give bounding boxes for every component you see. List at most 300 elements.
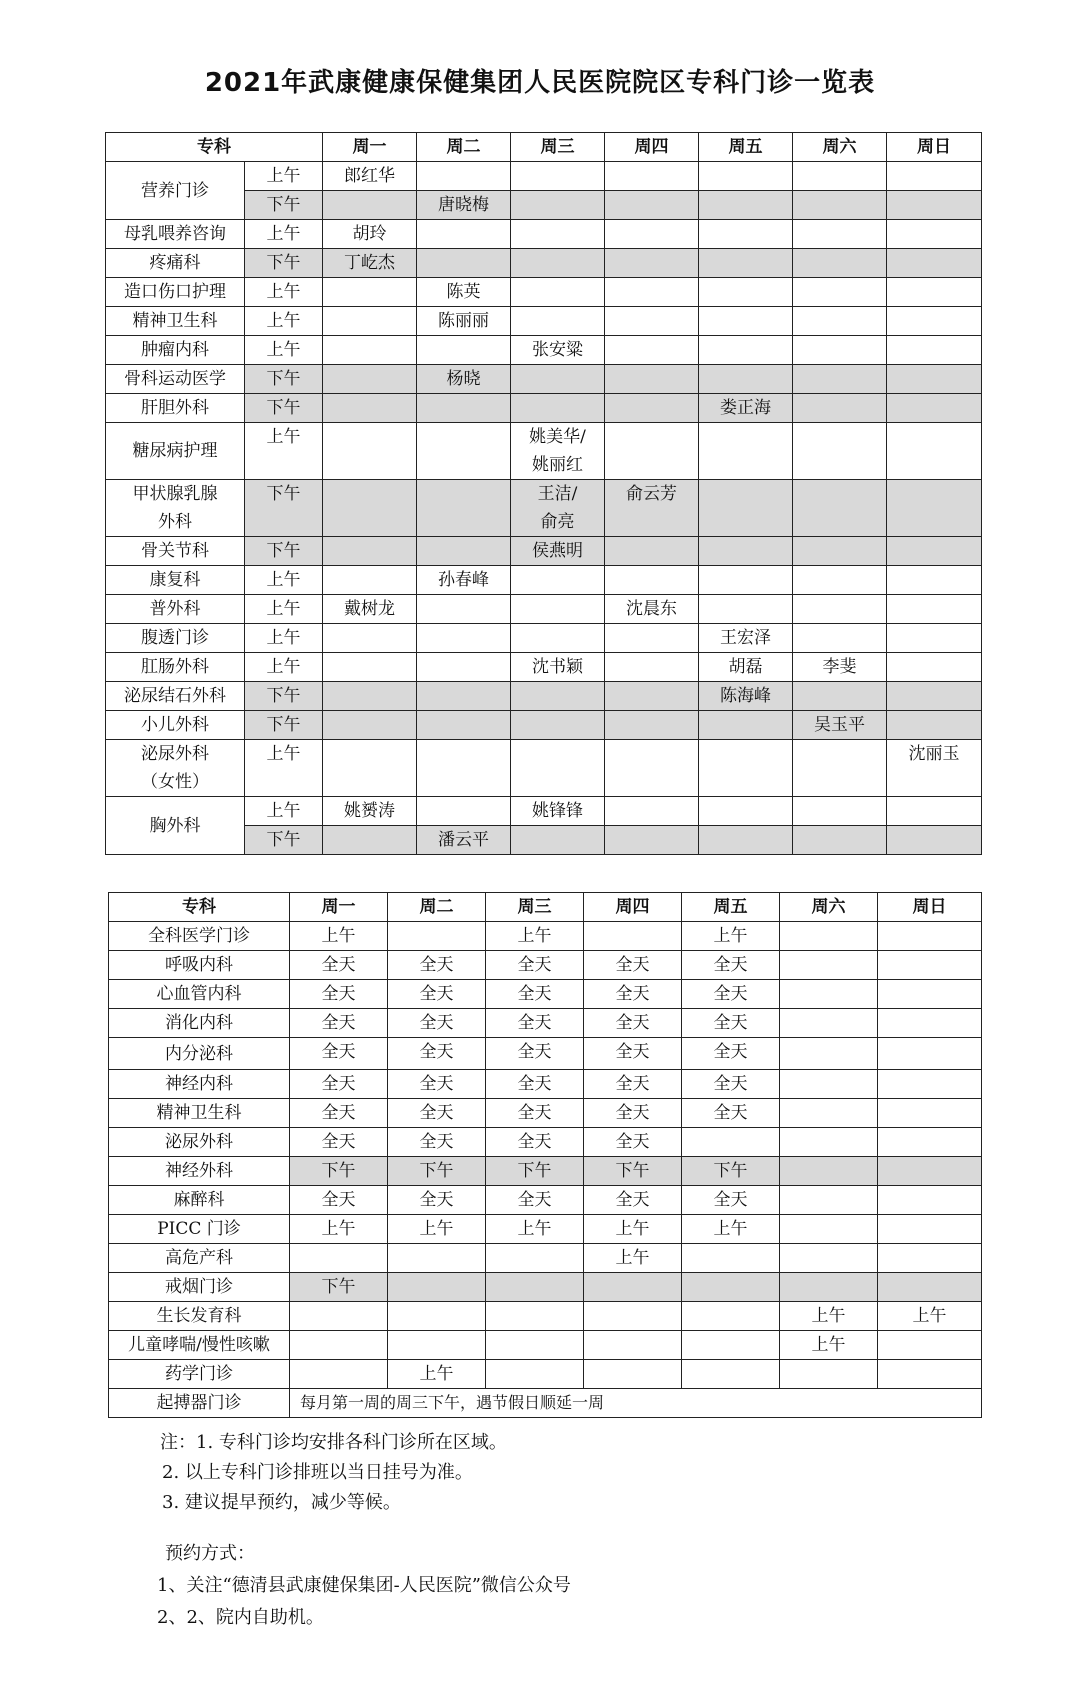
schedule-cell: 全天: [486, 1099, 584, 1128]
header-cell: 周六: [793, 133, 887, 162]
schedule-cell: [878, 1215, 982, 1244]
table-row: [109, 1360, 982, 1389]
doctor-cell: [511, 624, 605, 653]
schedule-cell: [878, 1360, 982, 1389]
table-header-row: [109, 893, 982, 922]
doctor-cell: [417, 423, 511, 480]
schedule-cell: 全天: [388, 1009, 486, 1038]
note-cell: 每月第一周的周三下午，遇节假日顺延一周: [290, 1389, 982, 1418]
schedule-cell: 全天: [290, 1009, 388, 1038]
doctor-cell: [793, 682, 887, 711]
time-slot-cell: 上午: [245, 797, 323, 826]
schedule-cell: [878, 922, 982, 951]
time-slot-cell: 上午: [245, 220, 323, 249]
schedule-cell: 上午: [780, 1331, 878, 1360]
doctor-cell: [605, 191, 699, 220]
department-cell: PICC 门诊: [109, 1215, 290, 1244]
doctor-cell: [323, 365, 417, 394]
doctor-cell: [323, 740, 417, 797]
department-cell: 药学门诊: [109, 1360, 290, 1389]
time-slot-cell: 下午: [245, 711, 323, 740]
doctor-cell: [793, 162, 887, 191]
doctor-cell: [417, 394, 511, 423]
doctor-cell: [417, 624, 511, 653]
schedule-cell: [878, 1157, 982, 1186]
doctor-cell: [511, 249, 605, 278]
doctor-cell: [699, 826, 793, 855]
schedule-cell: 上午: [486, 922, 584, 951]
schedule-cell: 全天: [486, 1186, 584, 1215]
doctor-cell: [887, 797, 982, 826]
schedule-cell: [584, 1302, 682, 1331]
note-line: 3. 建议提早预约，减少等候。: [162, 1492, 401, 1513]
header-cell: 周五: [699, 133, 793, 162]
doctor-cell: [511, 191, 605, 220]
doctor-cell: [511, 826, 605, 855]
table-row: [106, 480, 982, 537]
header-cell: 周二: [417, 133, 511, 162]
table-row: [109, 922, 982, 951]
schedule-cell: [780, 1038, 878, 1070]
specialist-schedule-table-1: [105, 132, 982, 855]
doctor-cell: 王宏泽: [699, 624, 793, 653]
schedule-cell: [486, 1302, 584, 1331]
table-row: [109, 951, 982, 980]
header-cell: 周日: [878, 893, 982, 922]
schedule-cell: [486, 1273, 584, 1302]
schedule-cell: 上午: [388, 1215, 486, 1244]
doctor-cell: [793, 336, 887, 365]
doctor-cell: [323, 278, 417, 307]
doctor-cell: 唐晓梅: [417, 191, 511, 220]
doctor-cell: [887, 566, 982, 595]
department-cell: 神经内科: [109, 1070, 290, 1099]
schedule-cell: [388, 1302, 486, 1331]
department-cell: 高危产科: [109, 1244, 290, 1273]
department-cell: 消化内科: [109, 1009, 290, 1038]
schedule-cell: 下午: [388, 1157, 486, 1186]
time-slot-cell: 下午: [245, 537, 323, 566]
doctor-cell: [417, 162, 511, 191]
schedule-cell: [780, 1009, 878, 1038]
department-cell: 肛肠外科: [106, 653, 245, 682]
schedule-cell: 上午: [388, 1360, 486, 1389]
schedule-cell: 上午: [682, 1215, 780, 1244]
table-row: [106, 682, 982, 711]
department-cell: 胸外科: [106, 797, 245, 855]
time-slot-cell: 上午: [245, 624, 323, 653]
table-row: [106, 566, 982, 595]
schedule-cell: 全天: [486, 1070, 584, 1099]
doctor-cell: [793, 365, 887, 394]
doctor-cell: [605, 711, 699, 740]
header-cell: 周一: [290, 893, 388, 922]
time-slot-cell: 下午: [245, 480, 323, 537]
department-cell: 麻醉科: [109, 1186, 290, 1215]
schedule-cell: [290, 1360, 388, 1389]
booking-methods: [157, 1538, 571, 1634]
doctor-cell: [887, 826, 982, 855]
table-row: [109, 1099, 982, 1128]
doctor-cell: [511, 365, 605, 394]
specialist-schedule-table-2: [108, 892, 982, 1418]
department-cell: 造口伤口护理: [106, 278, 245, 307]
schedule-cell: [584, 1360, 682, 1389]
schedule-cell: 全天: [584, 1038, 682, 1070]
department-cell: 肝胆外科: [106, 394, 245, 423]
schedule-cell: 全天: [584, 951, 682, 980]
header-cell: 周三: [511, 133, 605, 162]
schedule-cell: [780, 1273, 878, 1302]
doctor-cell: [605, 566, 699, 595]
schedule-cell: 全天: [486, 980, 584, 1009]
doctor-cell: 陈英: [417, 278, 511, 307]
doctor-cell: [511, 682, 605, 711]
doctor-cell: [605, 826, 699, 855]
department-cell: 普外科: [106, 595, 245, 624]
header-cell: 专科: [109, 893, 290, 922]
doctor-cell: [323, 711, 417, 740]
schedule-cell: [682, 1360, 780, 1389]
schedule-cell: 全天: [486, 1038, 584, 1070]
table-row: [109, 1186, 982, 1215]
doctor-cell: [793, 566, 887, 595]
schedule-cell: 全天: [584, 1099, 682, 1128]
schedule-cell: [682, 1128, 780, 1157]
time-slot-cell: 上午: [245, 162, 323, 191]
doctor-cell: [887, 365, 982, 394]
doctor-cell: [887, 653, 982, 682]
schedule-cell: [682, 1244, 780, 1273]
schedule-cell: 全天: [388, 1128, 486, 1157]
schedule-cell: 全天: [290, 1038, 388, 1070]
time-slot-cell: 上午: [245, 336, 323, 365]
doctor-cell: 姚赟涛: [323, 797, 417, 826]
header-cell: 周日: [887, 133, 982, 162]
doctor-cell: [605, 249, 699, 278]
schedule-cell: [878, 951, 982, 980]
department-cell: 起搏器门诊: [109, 1389, 290, 1418]
schedule-cell: 上午: [878, 1302, 982, 1331]
department-cell: 内分泌科: [109, 1038, 290, 1070]
doctor-cell: [887, 249, 982, 278]
doctor-cell: 王洁/ 俞亮: [511, 480, 605, 537]
schedule-cell: 全天: [682, 1038, 780, 1070]
time-slot-cell: 上午: [245, 307, 323, 336]
doctor-cell: [323, 191, 417, 220]
department-cell: 戒烟门诊: [109, 1273, 290, 1302]
department-cell: 泌尿外科 （女性）: [106, 740, 245, 797]
schedule-cell: 全天: [682, 1099, 780, 1128]
doctor-cell: [323, 394, 417, 423]
doctor-cell: [511, 278, 605, 307]
doctor-cell: [699, 220, 793, 249]
department-cell: 精神卫生科: [109, 1099, 290, 1128]
doctor-cell: [699, 307, 793, 336]
schedule-cell: 上午: [486, 1215, 584, 1244]
doctor-cell: [699, 162, 793, 191]
header-cell: 周二: [388, 893, 486, 922]
time-slot-cell: 上午: [245, 740, 323, 797]
table-row: [109, 1302, 982, 1331]
doctor-cell: [793, 278, 887, 307]
doctor-cell: [699, 537, 793, 566]
schedule-cell: 全天: [388, 980, 486, 1009]
booking-heading: 预约方式：: [165, 1543, 255, 1564]
doctor-cell: 姚美华/ 姚丽红: [511, 423, 605, 480]
schedule-cell: [780, 1186, 878, 1215]
doctor-cell: [417, 740, 511, 797]
doctor-cell: [793, 307, 887, 336]
schedule-cell: [780, 980, 878, 1009]
doctor-cell: [699, 740, 793, 797]
time-slot-cell: 上午: [245, 653, 323, 682]
header-cell: 周四: [584, 893, 682, 922]
department-cell: 疼痛科: [106, 249, 245, 278]
schedule-cell: 全天: [584, 1128, 682, 1157]
doctor-cell: [417, 537, 511, 566]
department-cell: 呼吸内科: [109, 951, 290, 980]
doctor-cell: [605, 365, 699, 394]
schedule-cell: 全天: [388, 1070, 486, 1099]
doctor-cell: 丁屹杰: [323, 249, 417, 278]
schedule-cell: [584, 1273, 682, 1302]
booking-item: 1、关注“德清县武康健保集团-人民医院”微信公众号: [157, 1575, 571, 1596]
table-row: [106, 423, 982, 480]
schedule-cell: [878, 1331, 982, 1360]
doctor-cell: [887, 278, 982, 307]
doctor-cell: [417, 220, 511, 249]
schedule-cell: [878, 1244, 982, 1273]
table-row: [106, 537, 982, 566]
department-cell: 泌尿结石外科: [106, 682, 245, 711]
time-slot-cell: 上午: [245, 423, 323, 480]
schedule-cell: 全天: [682, 951, 780, 980]
department-cell: 精神卫生科: [106, 307, 245, 336]
doctor-cell: [323, 566, 417, 595]
doctor-cell: [605, 740, 699, 797]
doctor-cell: [793, 423, 887, 480]
schedule-cell: [290, 1302, 388, 1331]
schedule-cell: 下午: [486, 1157, 584, 1186]
doctor-cell: [417, 480, 511, 537]
schedule-cell: 下午: [682, 1157, 780, 1186]
doctor-cell: 张安粱: [511, 336, 605, 365]
schedule-cell: [388, 922, 486, 951]
doctor-cell: [887, 307, 982, 336]
doctor-cell: [511, 595, 605, 624]
table-row: [109, 1128, 982, 1157]
doctor-cell: 胡磊: [699, 653, 793, 682]
table-row: [106, 595, 982, 624]
doctor-cell: [605, 797, 699, 826]
table-row: [109, 1331, 982, 1360]
doctor-cell: [887, 682, 982, 711]
schedule-cell: [878, 1186, 982, 1215]
doctor-cell: [699, 595, 793, 624]
schedule-cell: [682, 1331, 780, 1360]
doctor-cell: 陈海峰: [699, 682, 793, 711]
schedule-cell: [780, 1157, 878, 1186]
schedule-cell: [780, 1244, 878, 1273]
doctor-cell: 孙春峰: [417, 566, 511, 595]
doctor-cell: 沈丽玉: [887, 740, 982, 797]
department-cell: 甲状腺乳腺 外科: [106, 480, 245, 537]
table-row: [109, 1244, 982, 1273]
doctor-cell: [887, 711, 982, 740]
schedule-cell: [878, 1128, 982, 1157]
doctor-cell: [605, 336, 699, 365]
doctor-cell: [887, 537, 982, 566]
schedule-cell: [780, 951, 878, 980]
schedule-cell: 全天: [388, 951, 486, 980]
department-cell: 骨关节科: [106, 537, 245, 566]
doctor-cell: [887, 162, 982, 191]
note-line: 注：1. 专科门诊均安排各科门诊所在区域。: [160, 1432, 507, 1453]
doctor-cell: [699, 797, 793, 826]
schedule-cell: [682, 1273, 780, 1302]
doctor-cell: 姚锋锋: [511, 797, 605, 826]
department-cell: 神经外科: [109, 1157, 290, 1186]
doctor-cell: [887, 480, 982, 537]
page-title: 2021年武康健康保健集团人民医院院区专科门诊一览表: [204, 68, 876, 98]
doctor-cell: [323, 826, 417, 855]
doctor-cell: [699, 336, 793, 365]
time-slot-cell: 下午: [245, 394, 323, 423]
schedule-cell: [780, 1070, 878, 1099]
doctor-cell: [605, 653, 699, 682]
doctor-cell: [793, 624, 887, 653]
schedule-cell: 全天: [682, 1009, 780, 1038]
doctor-cell: [793, 394, 887, 423]
schedule-cell: [780, 1215, 878, 1244]
doctor-cell: [323, 336, 417, 365]
table-row: [106, 220, 982, 249]
doctor-cell: [793, 480, 887, 537]
schedule-cell: [878, 980, 982, 1009]
doctor-cell: [323, 537, 417, 566]
doctor-cell: [417, 797, 511, 826]
doctor-cell: [699, 191, 793, 220]
doctor-cell: [511, 566, 605, 595]
department-cell: 母乳喂养咨询: [106, 220, 245, 249]
doctor-cell: [699, 566, 793, 595]
doctor-cell: 俞云芳: [605, 480, 699, 537]
doctor-cell: [605, 162, 699, 191]
time-slot-cell: 上午: [245, 595, 323, 624]
department-cell: 小儿外科: [106, 711, 245, 740]
header-cell: 周五: [682, 893, 780, 922]
schedule-cell: [388, 1244, 486, 1273]
doctor-cell: 李斐: [793, 653, 887, 682]
schedule-cell: 上午: [584, 1244, 682, 1273]
doctor-cell: [699, 249, 793, 278]
doctor-cell: [887, 423, 982, 480]
doctor-cell: [323, 624, 417, 653]
schedule-cell: 全天: [290, 1099, 388, 1128]
schedule-cell: [878, 1273, 982, 1302]
doctor-cell: [887, 220, 982, 249]
schedule-cell: 全天: [290, 1128, 388, 1157]
doctor-cell: [605, 307, 699, 336]
doctor-cell: 吴玉平: [793, 711, 887, 740]
doctor-cell: [511, 740, 605, 797]
schedule-cell: 上午: [290, 1215, 388, 1244]
header-cell: 专科: [106, 133, 323, 162]
time-slot-cell: 上午: [245, 566, 323, 595]
doctor-cell: 沈晨东: [605, 595, 699, 624]
doctor-cell: [511, 711, 605, 740]
schedule-cell: [290, 1244, 388, 1273]
doctor-cell: [793, 740, 887, 797]
doctor-cell: [793, 797, 887, 826]
department-cell: 肿瘤内科: [106, 336, 245, 365]
table-row: [106, 740, 982, 797]
department-cell: 糖尿病护理: [106, 423, 245, 480]
schedule-cell: 上午: [682, 922, 780, 951]
doctor-cell: [323, 307, 417, 336]
schedule-cell: 全天: [388, 1099, 486, 1128]
booking-item: 2、2、院内自助机。: [157, 1607, 324, 1628]
schedule-cell: 全天: [682, 1070, 780, 1099]
schedule-cell: [584, 922, 682, 951]
doctor-cell: [323, 480, 417, 537]
doctor-cell: [511, 394, 605, 423]
schedule-cell: 全天: [290, 1070, 388, 1099]
department-cell: 康复科: [106, 566, 245, 595]
schedule-cell: 下午: [290, 1157, 388, 1186]
time-slot-cell: 下午: [245, 365, 323, 394]
table-row: [106, 365, 982, 394]
table-row: [106, 249, 982, 278]
schedule-cell: 上午: [780, 1302, 878, 1331]
table-row: [109, 1389, 982, 1418]
table-row: [106, 624, 982, 653]
doctor-cell: [417, 653, 511, 682]
table-row: [106, 307, 982, 336]
doctor-cell: [887, 394, 982, 423]
schedule-cell: 全天: [388, 1038, 486, 1070]
schedule-cell: [878, 1009, 982, 1038]
doctor-cell: [417, 682, 511, 711]
doctor-cell: [887, 191, 982, 220]
schedule-cell: [486, 1331, 584, 1360]
doctor-cell: [699, 365, 793, 394]
doctor-cell: 戴树龙: [323, 595, 417, 624]
time-slot-cell: 下午: [245, 249, 323, 278]
department-cell: 腹透门诊: [106, 624, 245, 653]
note-line: 2. 以上专科门诊排班以当日挂号为准。: [162, 1462, 473, 1483]
department-cell: 泌尿外科: [109, 1128, 290, 1157]
schedule-cell: [584, 1331, 682, 1360]
schedule-cell: [878, 1070, 982, 1099]
schedule-cell: 上午: [584, 1215, 682, 1244]
schedule-cell: 全天: [584, 980, 682, 1009]
schedule-cell: 全天: [388, 1186, 486, 1215]
table-row: [109, 1009, 982, 1038]
schedule-cell: 全天: [486, 1009, 584, 1038]
schedule-cell: [780, 922, 878, 951]
table-row: [106, 797, 982, 826]
doctor-cell: 郎红华: [323, 162, 417, 191]
doctor-cell: [605, 394, 699, 423]
schedule-cell: 下午: [584, 1157, 682, 1186]
table-row: [106, 711, 982, 740]
doctor-cell: [699, 278, 793, 307]
table-row: [109, 1070, 982, 1099]
time-slot-cell: 上午: [245, 278, 323, 307]
table-row: [106, 162, 982, 191]
